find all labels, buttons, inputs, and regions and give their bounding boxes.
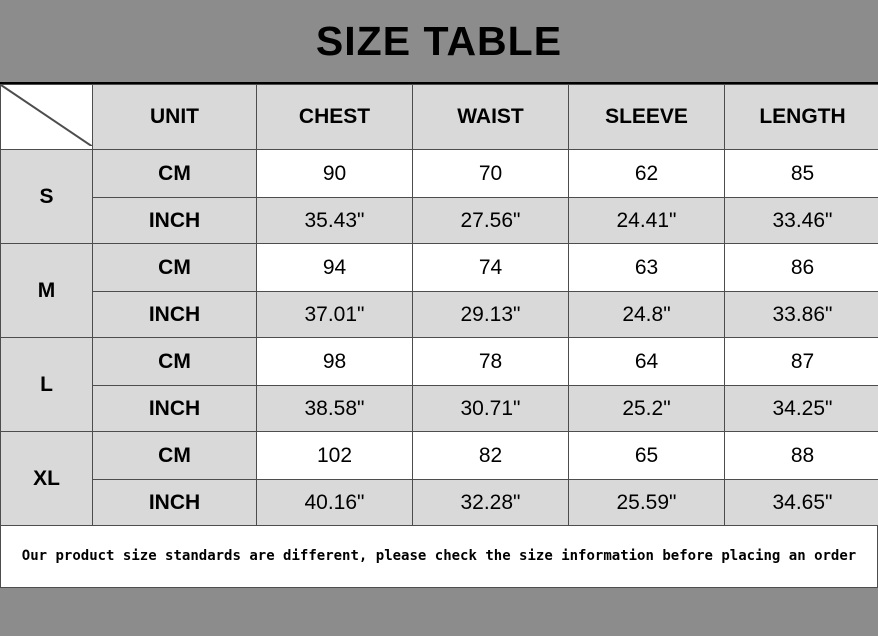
column-header-sleeve: SLEEVE xyxy=(569,85,725,150)
title-bar xyxy=(0,0,878,84)
cell-s-inch-waist: 27.56" xyxy=(413,198,569,244)
column-header-unit: UNIT xyxy=(93,85,257,150)
unit-label-cm: CM xyxy=(93,432,257,480)
table-row xyxy=(1,432,878,480)
cell-m-cm-length: 86 xyxy=(725,244,878,292)
cell-l-inch-sleeve: 25.2" xyxy=(569,386,725,432)
size-note-text: Our product size standards are different, please check the size information before placing an order xyxy=(22,546,856,566)
footer-strip xyxy=(0,588,878,636)
cell-m-inch-waist: 29.13" xyxy=(413,292,569,338)
column-header-chest: CHEST xyxy=(257,85,413,150)
size-label-xl: XL xyxy=(1,432,93,526)
cell-xl-inch-chest: 40.16" xyxy=(257,480,413,526)
diagonal-divider-icon xyxy=(1,85,92,146)
table-row xyxy=(1,198,878,244)
cell-l-cm-length: 87 xyxy=(725,338,878,386)
size-label-l: L xyxy=(1,338,93,432)
table-row xyxy=(1,292,878,338)
unit-label-inch: INCH xyxy=(93,198,257,244)
cell-l-inch-waist: 30.71" xyxy=(413,386,569,432)
cell-xl-cm-length: 88 xyxy=(725,432,878,480)
cell-s-cm-chest: 90 xyxy=(257,150,413,198)
cell-m-inch-sleeve: 24.8" xyxy=(569,292,725,338)
cell-m-cm-waist: 74 xyxy=(413,244,569,292)
table-row xyxy=(1,338,878,386)
cell-s-cm-length: 85 xyxy=(725,150,878,198)
table-row xyxy=(1,244,878,292)
cell-l-cm-sleeve: 64 xyxy=(569,338,725,386)
cell-s-cm-waist: 70 xyxy=(413,150,569,198)
cell-s-inch-sleeve: 24.41" xyxy=(569,198,725,244)
page-title: SIZE TABLE xyxy=(316,18,562,65)
table-row xyxy=(1,386,878,432)
cell-l-cm-waist: 78 xyxy=(413,338,569,386)
size-table xyxy=(0,84,878,526)
unit-label-inch: INCH xyxy=(93,480,257,526)
column-header-length: LENGTH xyxy=(725,85,878,150)
unit-label-inch: INCH xyxy=(93,292,257,338)
table-row xyxy=(1,480,878,526)
cell-m-cm-sleeve: 63 xyxy=(569,244,725,292)
cell-l-cm-chest: 98 xyxy=(257,338,413,386)
size-label-m: M xyxy=(1,244,93,338)
cell-l-inch-chest: 38.58" xyxy=(257,386,413,432)
cell-xl-inch-length: 34.65" xyxy=(725,480,878,526)
column-header-waist: WAIST xyxy=(413,85,569,150)
cell-l-inch-length: 34.25" xyxy=(725,386,878,432)
unit-label-cm: CM xyxy=(93,150,257,198)
corner-cell xyxy=(1,85,93,150)
cell-s-cm-sleeve: 62 xyxy=(569,150,725,198)
cell-m-cm-chest: 94 xyxy=(257,244,413,292)
unit-label-cm: CM xyxy=(93,244,257,292)
cell-xl-cm-waist: 82 xyxy=(413,432,569,480)
cell-xl-cm-chest: 102 xyxy=(257,432,413,480)
cell-m-inch-chest: 37.01" xyxy=(257,292,413,338)
cell-s-inch-length: 33.46" xyxy=(725,198,878,244)
cell-xl-inch-waist: 32.28" xyxy=(413,480,569,526)
cell-m-inch-length: 33.86" xyxy=(725,292,878,338)
size-note xyxy=(0,526,878,588)
unit-label-cm: CM xyxy=(93,338,257,386)
size-label-s: S xyxy=(1,150,93,244)
cell-s-inch-chest: 35.43" xyxy=(257,198,413,244)
table-header-row xyxy=(1,85,878,150)
table-row xyxy=(1,150,878,198)
cell-xl-inch-sleeve: 25.59" xyxy=(569,480,725,526)
unit-label-inch: INCH xyxy=(93,386,257,432)
cell-xl-cm-sleeve: 65 xyxy=(569,432,725,480)
